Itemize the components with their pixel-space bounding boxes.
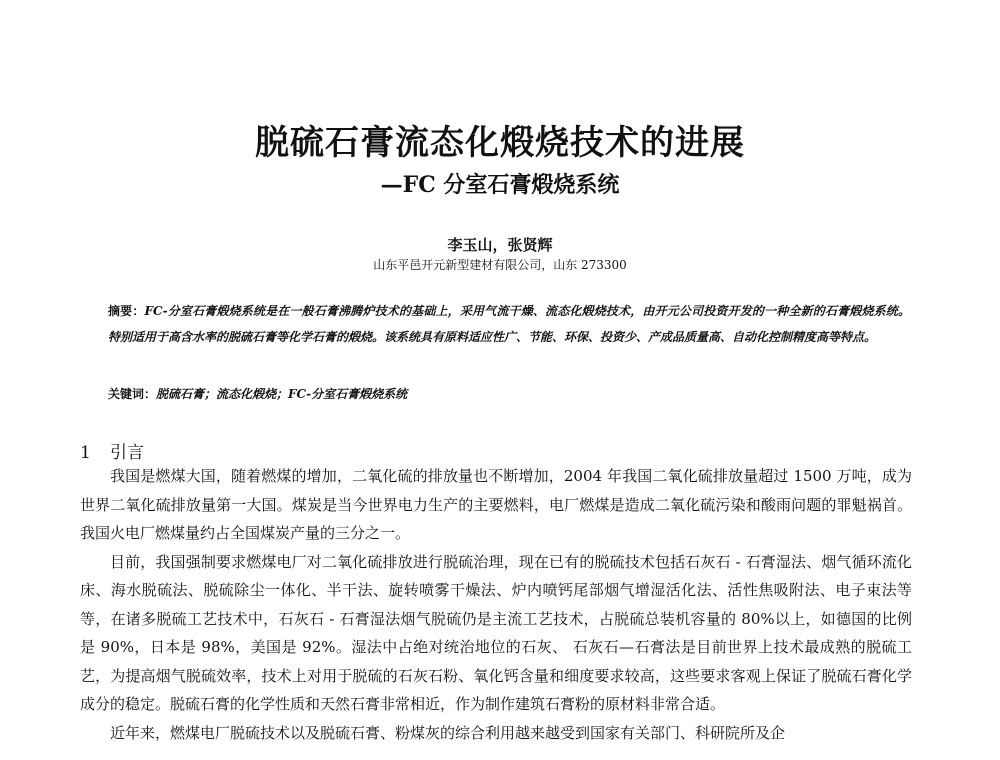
affiliation: 山东平邑开元新型建材有限公司，山东 273300	[373, 258, 627, 272]
paragraph: 近年来，燃煤电厂脱硫技术以及脱硫石膏、粉煤灰的综合利用越来越受到国家有关部门、科研院所及企	[110, 723, 786, 742]
abstract-label: 摘要：	[108, 304, 145, 318]
paragraph: 目前，我国强制要求燃煤电厂对二氧化硫排放进行脱硫治理，现在已有的脱硫技术包括石灰石 - 石膏湿法、烟气循环流化床、海水脱硫法、脱硫除尘一体化、半干法、旋转喷雾干燥法、炉内喷钙尾部烟气增湿活化法、活性焦吸附法、电子束法等等，在诸多脱硫工艺技术中，石灰石 - 石膏湿法烟气脱硫仍是主流工艺技术，占脱硫总装机容量的 80%以上，如德国的比例是 90%，日本是 98%，美国是 92%。湿法中占绝对统治地位的石灰、 石灰石—石膏法是目前世界上技术最成熟的脱硫工艺，为提高烟气脱硫效率，技术上对用于脱硫的石灰石粉、氧化钙含量和细度要求较高，这些要求客观上保证了脱硫石膏化学成分的稳定。脱硫石膏的化学性质和天然石膏非常相近，作为制作建筑石膏粉的原材料非常合适。	[80, 552, 912, 713]
authors: 李玉山，张贤辉	[447, 236, 553, 254]
body-text	[80, 462, 912, 747]
paper-title: 脱硫石膏流态化煅烧技术的进展	[255, 123, 745, 163]
section-number: 1	[80, 443, 91, 463]
abstract	[108, 298, 910, 350]
abstract-text: FC-分室石膏煅烧系统是在一般石膏沸腾炉技术的基础上，采用气流干燥、流态化煅烧技术，由开元公司投资开发的一种全新的石膏煅烧系统。特别适用于高含水率的脱硫石膏等化学石膏的煅烧。该系统具有原料适应性广、节能、环保、投资少、产成品质量高、自动化控制精度高等特点。	[108, 304, 910, 344]
section-title: 引言	[110, 443, 144, 463]
section-heading	[80, 438, 144, 463]
keywords-label: 关键词：	[108, 387, 157, 401]
paragraph: 我国是燃煤大国，随着燃煤的增加，二氧化硫的排放量也不断增加，2004 年我国二氧化硫排放量超过 1500 万吨，成为世界二氧化硫排放量第一大国。煤炭是当今世界电力生产的主要燃料，电厂燃煤是造成二氧化硫污染和酸雨问题的罪魁祸首。我国火电厂燃煤量约占全国煤炭产量的三分之一。	[80, 467, 912, 542]
keywords-text: 脱硫石膏；流态化煅烧；FC-分室石膏煅烧系统	[156, 387, 408, 401]
keywords	[108, 383, 910, 405]
paper-subtitle: —FC 分室石膏煅烧系统	[380, 172, 620, 198]
